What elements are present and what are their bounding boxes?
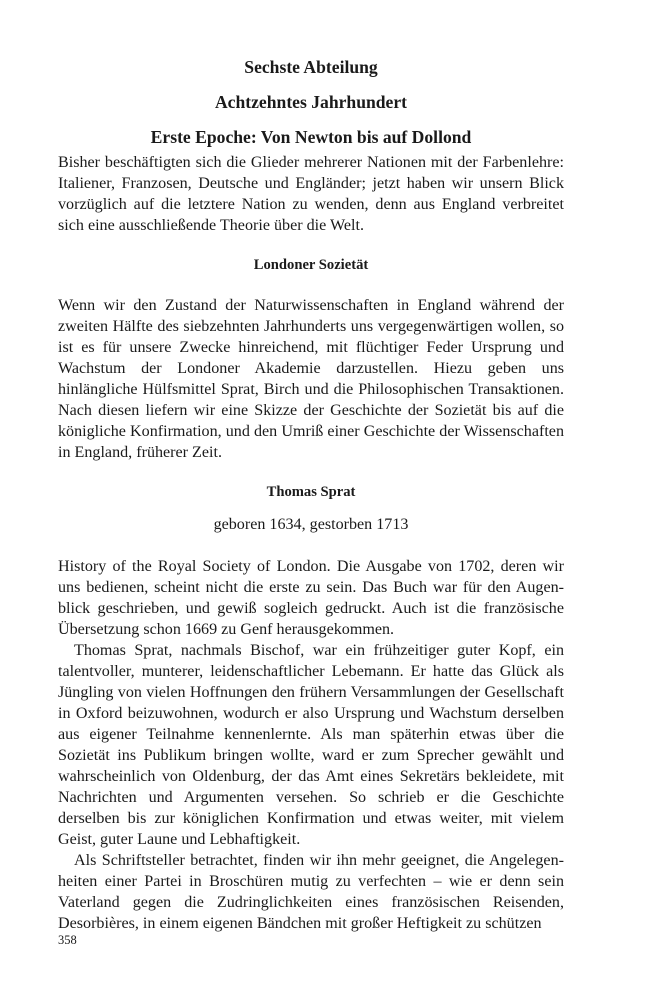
sprat-paragraph-2: Thomas Sprat, nachmals Bischof, war ein frühzeitiger guter Kopf, ein talentvoller, munterer, leidenschaftlicher Lebemann. Er hatte das Glück als Jüngling von vielen Hoffnungen den frühern Versammlungen der Gesellschaft in Oxford beizuwohnen, wodurch er also Ursprung und Wachstum derselben aus eigener Teilnahme kennenlernte. Als man späterhin etwas über die Sozietät ins Publikum bringen wollte, ward er zum Sprecher gewählt und wahrscheinlich von Oldenburg, der das Amt eines Sekretärs bekleidete, mit Nachrichten und Argumenten versehen. So schrieb er die Geschichte derselben bis zur königlichen Konfirmation und etwas weiter, mit vielem Geist, guter Laune und Lebhaftigkeit. bbox=[58, 642, 564, 848]
sprat-paragraph-3: Als Schriftsteller betrachtet, finden wir ihn mehr geeignet, die Angelegenheiten einer Partei in Broschüren mutig zu verfechten – wie er denn sein Vaterland gegen die Zudringlichkeiten eines französischen Reisenden, Desorbières, in einem eigenen Bändchen mit großer Heftigkeit zu schützen bbox=[58, 852, 564, 932]
section-heading: Sechste Abteilung bbox=[244, 57, 378, 77]
sprat-paragraph-1: History of the Royal Society of London. Die Ausgabe von 1702, deren wir uns bedienen, scheint nicht die erste zu sein. Das Buch war für den Augenblick geschrieben, und gewiß sogleich gedruckt. Auch ist die französische Übersetzung schon 1669 zu Genf herausgekommen. bbox=[58, 558, 564, 638]
sprat-heading: Thomas Sprat bbox=[266, 484, 356, 500]
sprat-dates: geboren 1634, gestorben 1713 bbox=[213, 516, 409, 533]
society-heading: Londoner Sozietät bbox=[253, 257, 369, 273]
intro-paragraph: Bisher beschäftigten sich die Glieder mehrerer Nationen mit der Farbenlehre: Italiener, Franzosen, Deutsche und Engländer; jetzt haben wir unsern Blick vorzüglich auf die letztere Nation zu wenden, denn aus England verbreitet sich eine ausschließende Theorie über die Welt. bbox=[58, 154, 564, 234]
society-paragraph: Wenn wir den Zustand der Naturwissenschaften in England während der zweiten Hälfte des siebzehnten Jahrhunderts uns vergegenwärtigen wollen, so ist es für unsere Zwecke hinreichend, mit flüchtiger Feder Ursprung und Wachstum der Londoner Akademie darzustellen. Hiezu geben uns hinlängliche Hülfsmittel Sprat, Birch und die Philosophischen Transaktionen. Nach diesen liefern wir eine Skizze der Geschichte der Sozietät bis auf die königliche Konfirmation, und den Umriß einer Geschichte der Wissenschaften in England, früherer Zeit. bbox=[58, 297, 564, 461]
century-heading: Achtzehntes Jahrhundert bbox=[214, 92, 408, 112]
page-body bbox=[58, 56, 564, 934]
epoch-heading: Erste Epoche: Von Newton bis auf Dollond bbox=[150, 127, 472, 147]
page-number: 358 bbox=[58, 933, 77, 947]
